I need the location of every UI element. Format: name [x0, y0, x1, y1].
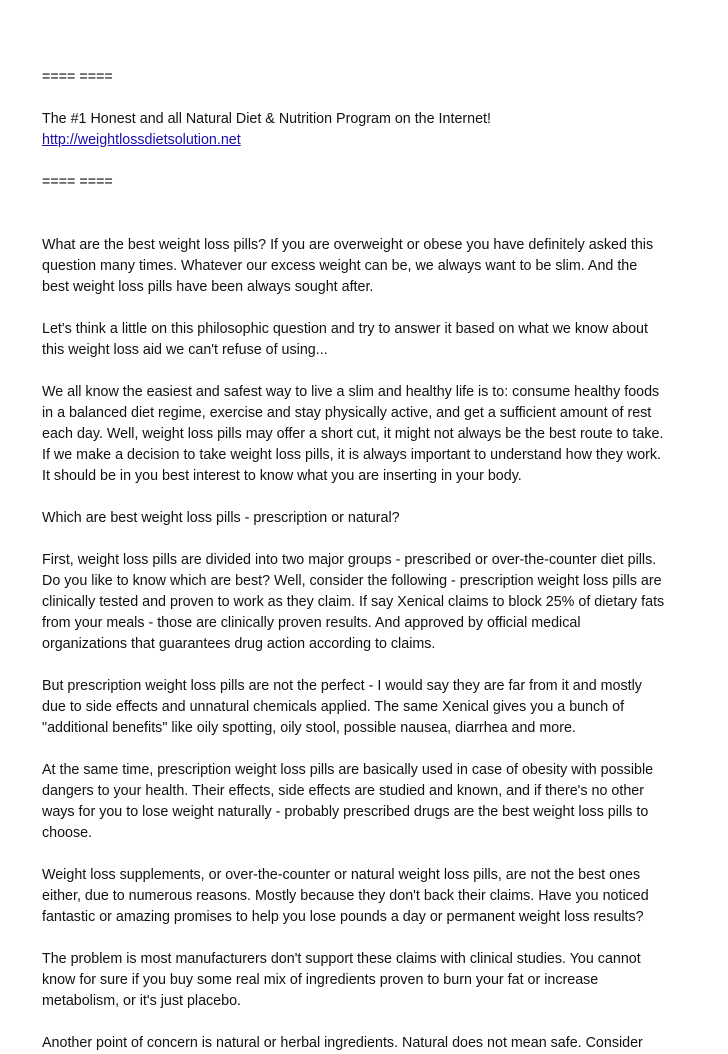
paragraph-line: organizations that guarantees drug action according to claims. [42, 636, 436, 652]
article-body [42, 235, 692, 1054]
paragraph-line: either, due to numerous reasons. Mostly because they don't back their claims. Have you noticed [42, 888, 649, 904]
paragraph-line: Let's think a little on this philosophic question and try to answer it based on what we know about [42, 321, 648, 337]
paragraph-line: First, weight loss pills are divided into two major groups - prescribed or over-the-counter diet pills. [42, 552, 657, 568]
spacer [42, 928, 692, 949]
spacer [42, 655, 692, 676]
paragraph [42, 1033, 692, 1054]
paragraph-line: fantastic or amazing promises to help you lose pounds a day or permanent weight loss results? [42, 909, 644, 925]
paragraph [42, 949, 692, 1012]
paragraph [42, 508, 692, 529]
paragraph-line: "additional benefits" like oily spotting, oily stool, possible nausea, diarrhea and more. [42, 720, 576, 736]
paragraph [42, 760, 692, 844]
paragraph [42, 319, 692, 361]
paragraph-line: Weight loss supplements, or over-the-counter or natural weight loss pills, are not the best ones [42, 867, 641, 883]
paragraph-line: It should be in you best interest to know what you are inserting in your body. [42, 468, 522, 484]
paragraph-line: The problem is most manufacturers don't support these claims with clinical studies. You cannot [42, 951, 641, 967]
paragraph-line: in a balanced diet regime, exercise and stay physically active, and get a sufficient amount of rest [42, 405, 652, 421]
paragraph-line: Which are best weight loss pills - prescription or natural? [42, 510, 400, 526]
paragraph-line: choose. [42, 825, 93, 841]
spacer [42, 298, 692, 319]
separator-bottom: ==== ==== [42, 174, 113, 190]
paragraph-line: dangers to your health. Their effects, side effects are studied and known, and if there's no other [42, 783, 644, 799]
paragraph-line: due to side effects and unnatural chemicals applied. The same Xenical gives you a bunch of [42, 699, 625, 715]
spacer [42, 529, 692, 550]
paragraph [42, 235, 692, 298]
spacer [42, 361, 692, 382]
paragraph [42, 550, 692, 655]
paragraph-line: question many times. Whatever our excess weight can be, we always want to be slim. And the [42, 258, 638, 274]
paragraph-line: Another point of concern is natural or herbal ingredients. Natural does not mean safe. Consider [42, 1035, 643, 1051]
paragraph-line: metabolism, or it's just placebo. [42, 993, 241, 1009]
paragraph-line: If we make a decision to take weight loss pills, it is always important to understand how they work. [42, 447, 662, 463]
paragraph-line: from your meals - those are clinically proven results. And approved by official medical [42, 615, 581, 631]
spacer [42, 1012, 692, 1033]
paragraph-line: At the same time, prescription weight loss pills are basically used in case of obesity with possible [42, 762, 654, 778]
paragraph-line: But prescription weight loss pills are not the perfect - I would say they are far from it and mostly [42, 678, 642, 694]
paragraph-line: best weight loss pills have been always sought after. [42, 279, 374, 295]
spacer [42, 739, 692, 760]
spacer [42, 487, 692, 508]
paragraph [42, 382, 692, 487]
paragraph [42, 865, 692, 928]
spacer [42, 193, 692, 235]
paragraph-line: know for sure if you buy some real mix of ingredients proven to burn your fat or increase [42, 972, 599, 988]
paragraph-line: We all know the easiest and safest way to live a slim and healthy life is to: consume healthy foods [42, 384, 660, 400]
paragraph-line: clinically tested and proven to work as they claim. If say Xenical claims to block 25% of dietary fats [42, 594, 665, 610]
paragraph-line: What are the best weight loss pills? If you are overweight or obese you have definitely asked this [42, 237, 654, 253]
paragraph-line: each day. Well, weight loss pills may offer a short cut, it might not always be the best route to take. [42, 426, 664, 442]
tagline: The #1 Honest and all Natural Diet & Nutrition Program on the Internet! [42, 111, 491, 127]
separator-top: ==== ==== [42, 69, 113, 85]
paragraph-line: this weight loss aid we can't refuse of using... [42, 342, 328, 358]
document-page [42, 67, 692, 1054]
paragraph-line: ways for you to lose weight naturally - probably prescribed drugs are the best weight loss pills to [42, 804, 649, 820]
spacer [42, 88, 692, 109]
paragraph-line: Do you like to know which are best? Well, consider the following - prescription weight loss pills are [42, 573, 662, 589]
paragraph [42, 676, 692, 739]
spacer [42, 151, 692, 172]
spacer [42, 844, 692, 865]
website-link[interactable]: http://weightlossdietsolution.net [42, 132, 241, 148]
